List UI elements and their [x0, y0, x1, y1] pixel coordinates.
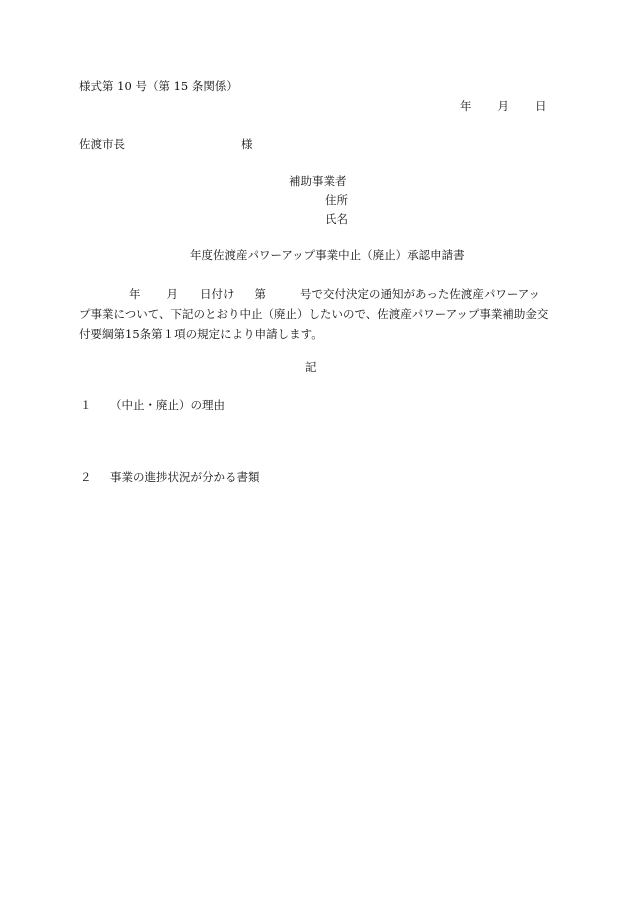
item-reason — [80, 400, 225, 412]
address-label: 住所 — [325, 193, 348, 207]
name-label: 氏名 — [325, 212, 348, 226]
document-title: 年度佐渡産パワーアップ事業中止（廃止）承認申請書 — [190, 248, 465, 262]
body-text: 号で交付決定の通知があった佐渡産パワーアップ事業について、下記のとおり中止（廃止）したいので、佐渡産パワーアップ事業補助金交付要綱第15条第１項の規定により申請します。 — [79, 287, 549, 341]
ki-label: 記 — [305, 360, 317, 374]
date-month: 月 — [497, 99, 509, 113]
date-year: 年 — [460, 99, 472, 113]
body-no-prefix: 第 — [254, 287, 266, 301]
item-number: １ — [80, 398, 92, 412]
applicant-label: 補助事業者 — [289, 174, 347, 188]
item-number: ２ — [80, 470, 92, 484]
body-date-attached: 日付け — [200, 287, 235, 301]
item-progress-documents — [80, 472, 260, 484]
body-paragraph — [79, 284, 549, 344]
date-day: 日 — [535, 99, 547, 113]
addressee-line — [79, 139, 253, 151]
item-text: （中止・廃止）の理由 — [110, 398, 225, 412]
form-number: 様式第 10 号（第 15 条関係） — [79, 79, 238, 93]
date-line — [460, 101, 547, 113]
body-year: 年 — [129, 287, 141, 301]
addressee-title: 佐渡市長 — [79, 137, 125, 151]
item-text: 事業の進捗状況が分かる書類 — [110, 470, 260, 484]
body-month: 月 — [166, 287, 178, 301]
addressee-honorific: 様 — [241, 137, 253, 151]
